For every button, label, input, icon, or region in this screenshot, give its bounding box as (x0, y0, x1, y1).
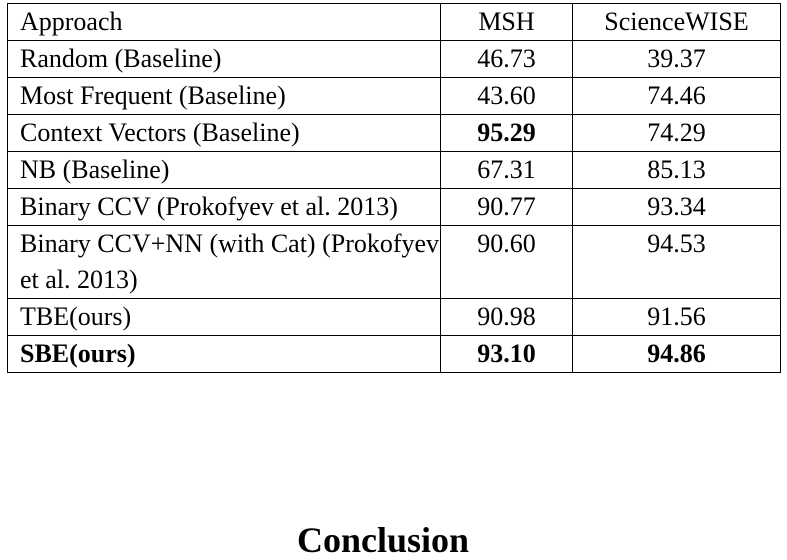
cell-approach: Context Vectors (Baseline) (8, 115, 441, 152)
cell-sciencewise: 93.34 (573, 189, 781, 226)
cell-sciencewise: 85.13 (573, 152, 781, 189)
table-row (8, 189, 781, 226)
cell-approach: Most Frequent (Baseline) (8, 78, 441, 115)
table-row (8, 152, 781, 189)
cell-approach: TBE(ours) (8, 299, 441, 336)
column-header-sciencewise: ScienceWISE (573, 4, 781, 41)
column-header-approach: Approach (8, 4, 441, 41)
table-row (8, 115, 781, 152)
column-header-msh: MSH (441, 4, 573, 41)
cell-sciencewise: 39.37 (573, 41, 781, 78)
table-header-row (8, 4, 781, 41)
table-row (8, 41, 781, 78)
cell-approach: Binary CCV (Prokofyev et al. 2013) (8, 189, 441, 226)
cell-sciencewise: 74.46 (573, 78, 781, 115)
cell-approach: SBE(ours) (8, 336, 441, 373)
cell-msh: 43.60 (441, 78, 573, 115)
cell-sciencewise: 94.86 (573, 336, 781, 373)
section-heading-conclusion: Conclusion (296, 520, 470, 560)
cell-msh: 90.77 (441, 189, 573, 226)
results-table (7, 3, 781, 373)
cell-sciencewise: 94.53 (573, 226, 781, 299)
cell-approach: Binary CCV+NN (with Cat) (Prokofyev et al. 2013) (8, 226, 441, 299)
table-row (8, 299, 781, 336)
cell-sciencewise: 74.29 (573, 115, 781, 152)
cell-msh: 95.29 (441, 115, 573, 152)
table-row (8, 336, 781, 373)
table-body (8, 41, 781, 373)
cell-approach: Random (Baseline) (8, 41, 441, 78)
cell-msh: 90.98 (441, 299, 573, 336)
table-row (8, 226, 781, 299)
cell-approach: NB (Baseline) (8, 152, 441, 189)
table-row (8, 78, 781, 115)
cell-sciencewise: 91.56 (573, 299, 781, 336)
cell-msh: 67.31 (441, 152, 573, 189)
cell-msh: 93.10 (441, 336, 573, 373)
cell-msh: 90.60 (441, 226, 573, 299)
cell-msh: 46.73 (441, 41, 573, 78)
